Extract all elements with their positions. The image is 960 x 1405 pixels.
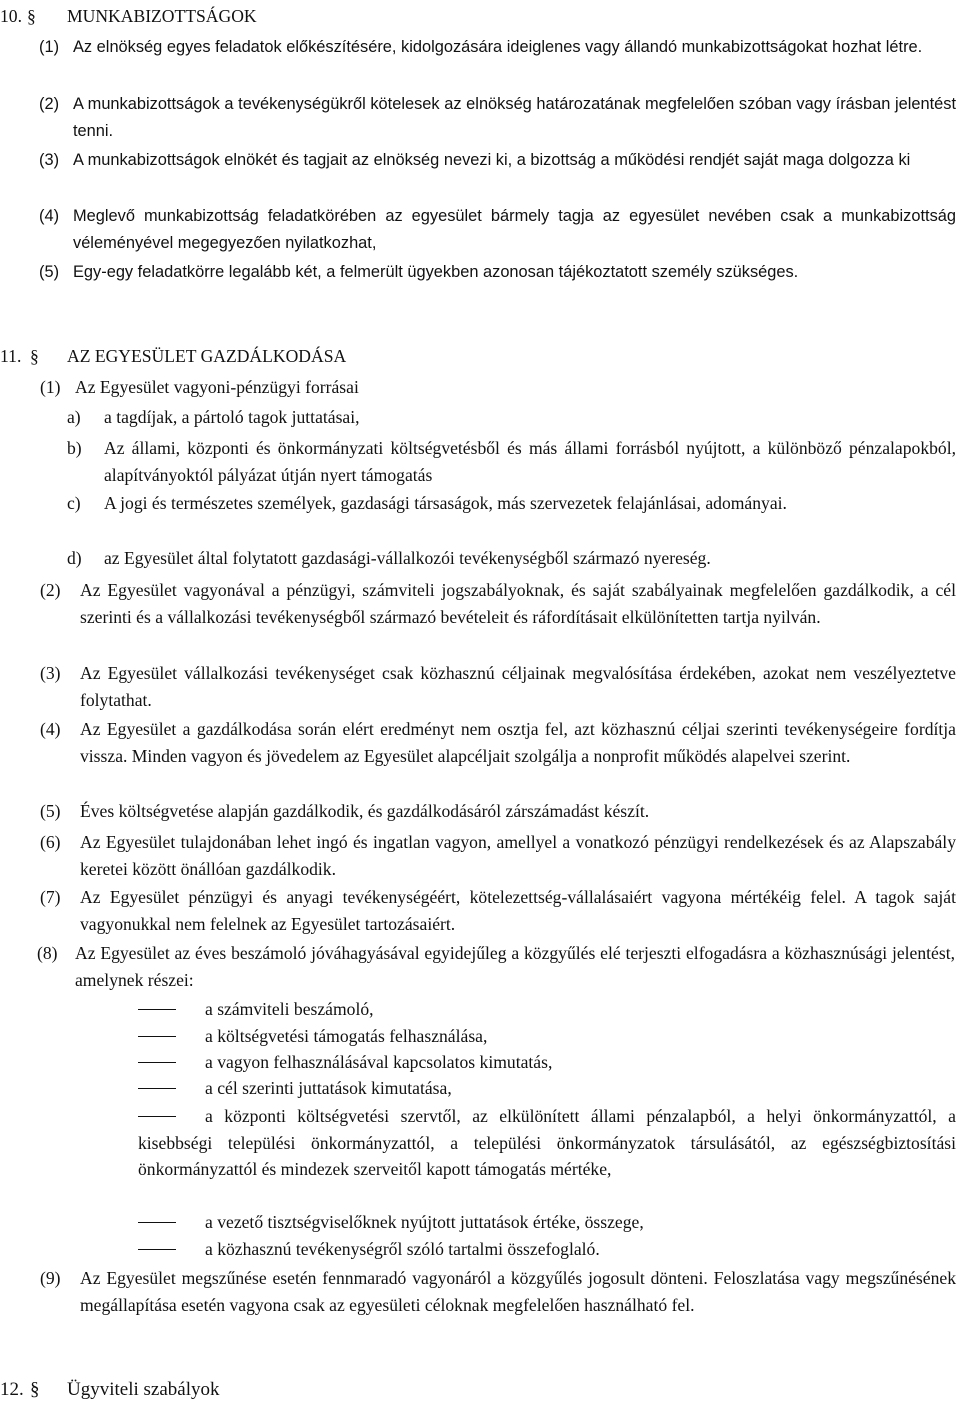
paragraph-label: (2) [39,95,60,113]
subitem-d [67,545,956,572]
paragraph-11-1 [40,374,955,401]
subitem-label: d) [67,548,82,568]
paragraph-text: Az Egyesület a gazdálkodása során elért eredményt nem osztja fel, azt közhasznú céljai szerinti tevékenységeire fordítja vissza. Minden vagyon és jövedelem az Egyesület alapcéljait szolgálja a nonprofit működés alapelvei szerint. [80,719,956,766]
paragraph-text: Egy-egy feladatkörre legalább két, a felmerült ügyekben azonosan tájékoztatott személy szükséges. [73,263,799,281]
paragraph-text: Az Egyesület megszűnése esetén fennmaradó vagyonáról a közgyűlés jogosult dönteni. Feloszlatása vagy megszűnésének megállapítása esetén vagyona csak az egyesületi céloknak megfelelően használható fel. [80,1268,956,1315]
paragraph-10-2 [39,91,956,144]
paragraph-11-8 [37,940,955,993]
section-symbol: § [30,1379,40,1400]
dash-bullet [138,1036,176,1037]
paragraph-label: (9) [40,1268,61,1288]
paragraph-label: (3) [40,663,61,683]
dash-bullet [138,1222,176,1223]
paragraph-text: Meglevő munkabizottság feladatkörében az egyesület bármely tagja az egyesület nevében csak a munkabizottság véleményével megegyezően nyilatkozhat, [73,207,956,252]
paragraph-10-1 [39,34,956,61]
dash-item-text: a vagyon felhasználásával kapcsolatos kimutatás, [205,1052,553,1072]
paragraph-text: Az Egyesület pénzügyi és anyagi tevékenységéért, kötelezettség-vállalásaiért vagyona mértékéig felel. A tagok saját vagyonukkal nem felelnek az Egyesület tartozásaiért. [80,887,956,934]
paragraph-label: (1) [40,377,61,397]
subitem-b [67,435,956,488]
dash-item-text: a központi költségvetési szervtől, az elkülönített állami pénzalapból, a helyi önkormányzattól, a kisebbségi települési önkormányzattól, a települési önkormányzatok társulásától, az egészségbiztosítási önkormányzattól és mindezek szerveitől kapott támogatás mértéke, [138,1106,956,1179]
paragraph-10-5 [39,259,956,286]
subitem-text: a tagdíjak, a pártoló tagok juttatásai, [104,407,360,427]
dash-item-text: a költségvetési támogatás felhasználása, [205,1026,488,1046]
subitem-label: c) [67,493,81,513]
dash-bullet [138,1088,176,1089]
paragraph-text: A munkabizottságok a tevékenységükről kötelesek az elnökség határozatának megfelelően szóban vagy írásban jelentést tenni. [73,95,956,140]
section-title: AZ EGYESÜLET GAZDÁLKODÁSA [67,346,347,366]
dash-bullet [138,1062,176,1063]
dash-item-text: a közhasznú tevékenységről szóló tartalmi összefoglaló. [205,1239,600,1259]
paragraph-11-9 [40,1265,956,1318]
dash-item-text: a cél szerinti juttatások kimutatása, [205,1078,452,1098]
dash-item-text: a számviteli beszámoló, [205,999,374,1019]
subitem-text: Az állami, központi és önkormányzati költségvetésből és más állami forrásból nyújtott, a különböző pénzalapokból, alapítványoktól pályázat útján nyert támogatás [104,438,956,485]
paragraph-label: (6) [40,832,61,852]
section-title: MUNKABIZOTTSÁGOK [67,6,257,26]
section-symbol: § [27,6,36,26]
section-title: Ügyviteli szabályok [67,1379,220,1400]
paragraph-text: Éves költségvetése alapján gazdálkodik, és gazdálkodásáról zárszámadást készít. [80,801,650,821]
paragraph-label: (7) [40,887,61,907]
dash-bullet [138,1009,176,1010]
dash-item-text: a vezető tisztségviselőknek nyújtott juttatások értéke, összege, [205,1212,644,1232]
section-number: 10. [0,6,22,26]
paragraph-label: (3) [39,151,60,169]
section-number: 11. [0,346,22,366]
subitem-c [67,490,956,517]
paragraph-text: Az Egyesület az éves beszámoló jóváhagyásával egyidejűleg a közgyűlés elé terjeszti elfogadásra a közhasznúsági jelentést, amelynek részei: [75,943,955,990]
paragraph-11-5 [40,798,956,825]
paragraph-label: (2) [40,580,61,600]
paragraph-11-7 [40,884,956,937]
dash-bullet [138,1249,176,1250]
paragraph-10-4 [39,203,956,256]
paragraph-label: (4) [39,207,60,225]
paragraph-label: (4) [40,719,61,739]
paragraph-text: Az Egyesület vagyonával a pénzügyi, számviteli jogszabályoknak, és saját szabályainak megfelelően gazdálkodik, a cél szerinti és a vállalkozási tevékenységből származó bevételeit és ráfordításait elkülönítetten tartja nyilván. [80,580,956,627]
subitem-text: az Egyesület által folytatott gazdasági-vállalkozói tevékenységből származó nyereség. [104,548,711,568]
paragraph-label: (5) [39,263,60,281]
paragraph-11-3 [40,660,956,713]
paragraph-11-6 [40,829,956,882]
paragraph-text: Az Egyesület vállalkozási tevékenységet csak közhasznú céljainak megvalósítása érdekében, azokat nem veszélyeztetve folytathat. [80,663,956,710]
subitem-label: b) [67,438,82,458]
paragraph-10-3 [39,147,956,174]
paragraph-11-2 [40,577,956,630]
paragraph-label: (1) [39,38,60,56]
section-number: 12. [0,1379,24,1400]
paragraph-text: Az Egyesület vagyoni-pénzügyi forrásai [75,377,359,397]
subitem-text: A jogi és természetes személyek, gazdasági társaságok, más szervezetek felajánlásai, adományai. [104,493,787,513]
paragraph-text: Az elnökség egyes feladatok előkészítésére, kidolgozására ideiglenes vagy állandó munkabizottságokat hozhat létre. [73,38,923,56]
paragraph-label: (5) [40,801,61,821]
paragraph-11-4 [40,716,956,769]
paragraph-text: Az Egyesület tulajdonában lehet ingó és ingatlan vagyon, amellyel a vonatkozó pénzügyi rendelkezések és az Alapszabály keretei között önállóan gazdálkodik. [80,832,956,879]
section-symbol: § [30,346,39,366]
paragraph-label: (8) [37,943,58,963]
subitem-a [67,404,956,431]
paragraph-text: A munkabizottságok elnökét és tagjait az elnökség nevezi ki, a bizottság a működési rendjét saját maga dolgozza ki [73,151,911,169]
subitem-label: a) [67,407,81,427]
